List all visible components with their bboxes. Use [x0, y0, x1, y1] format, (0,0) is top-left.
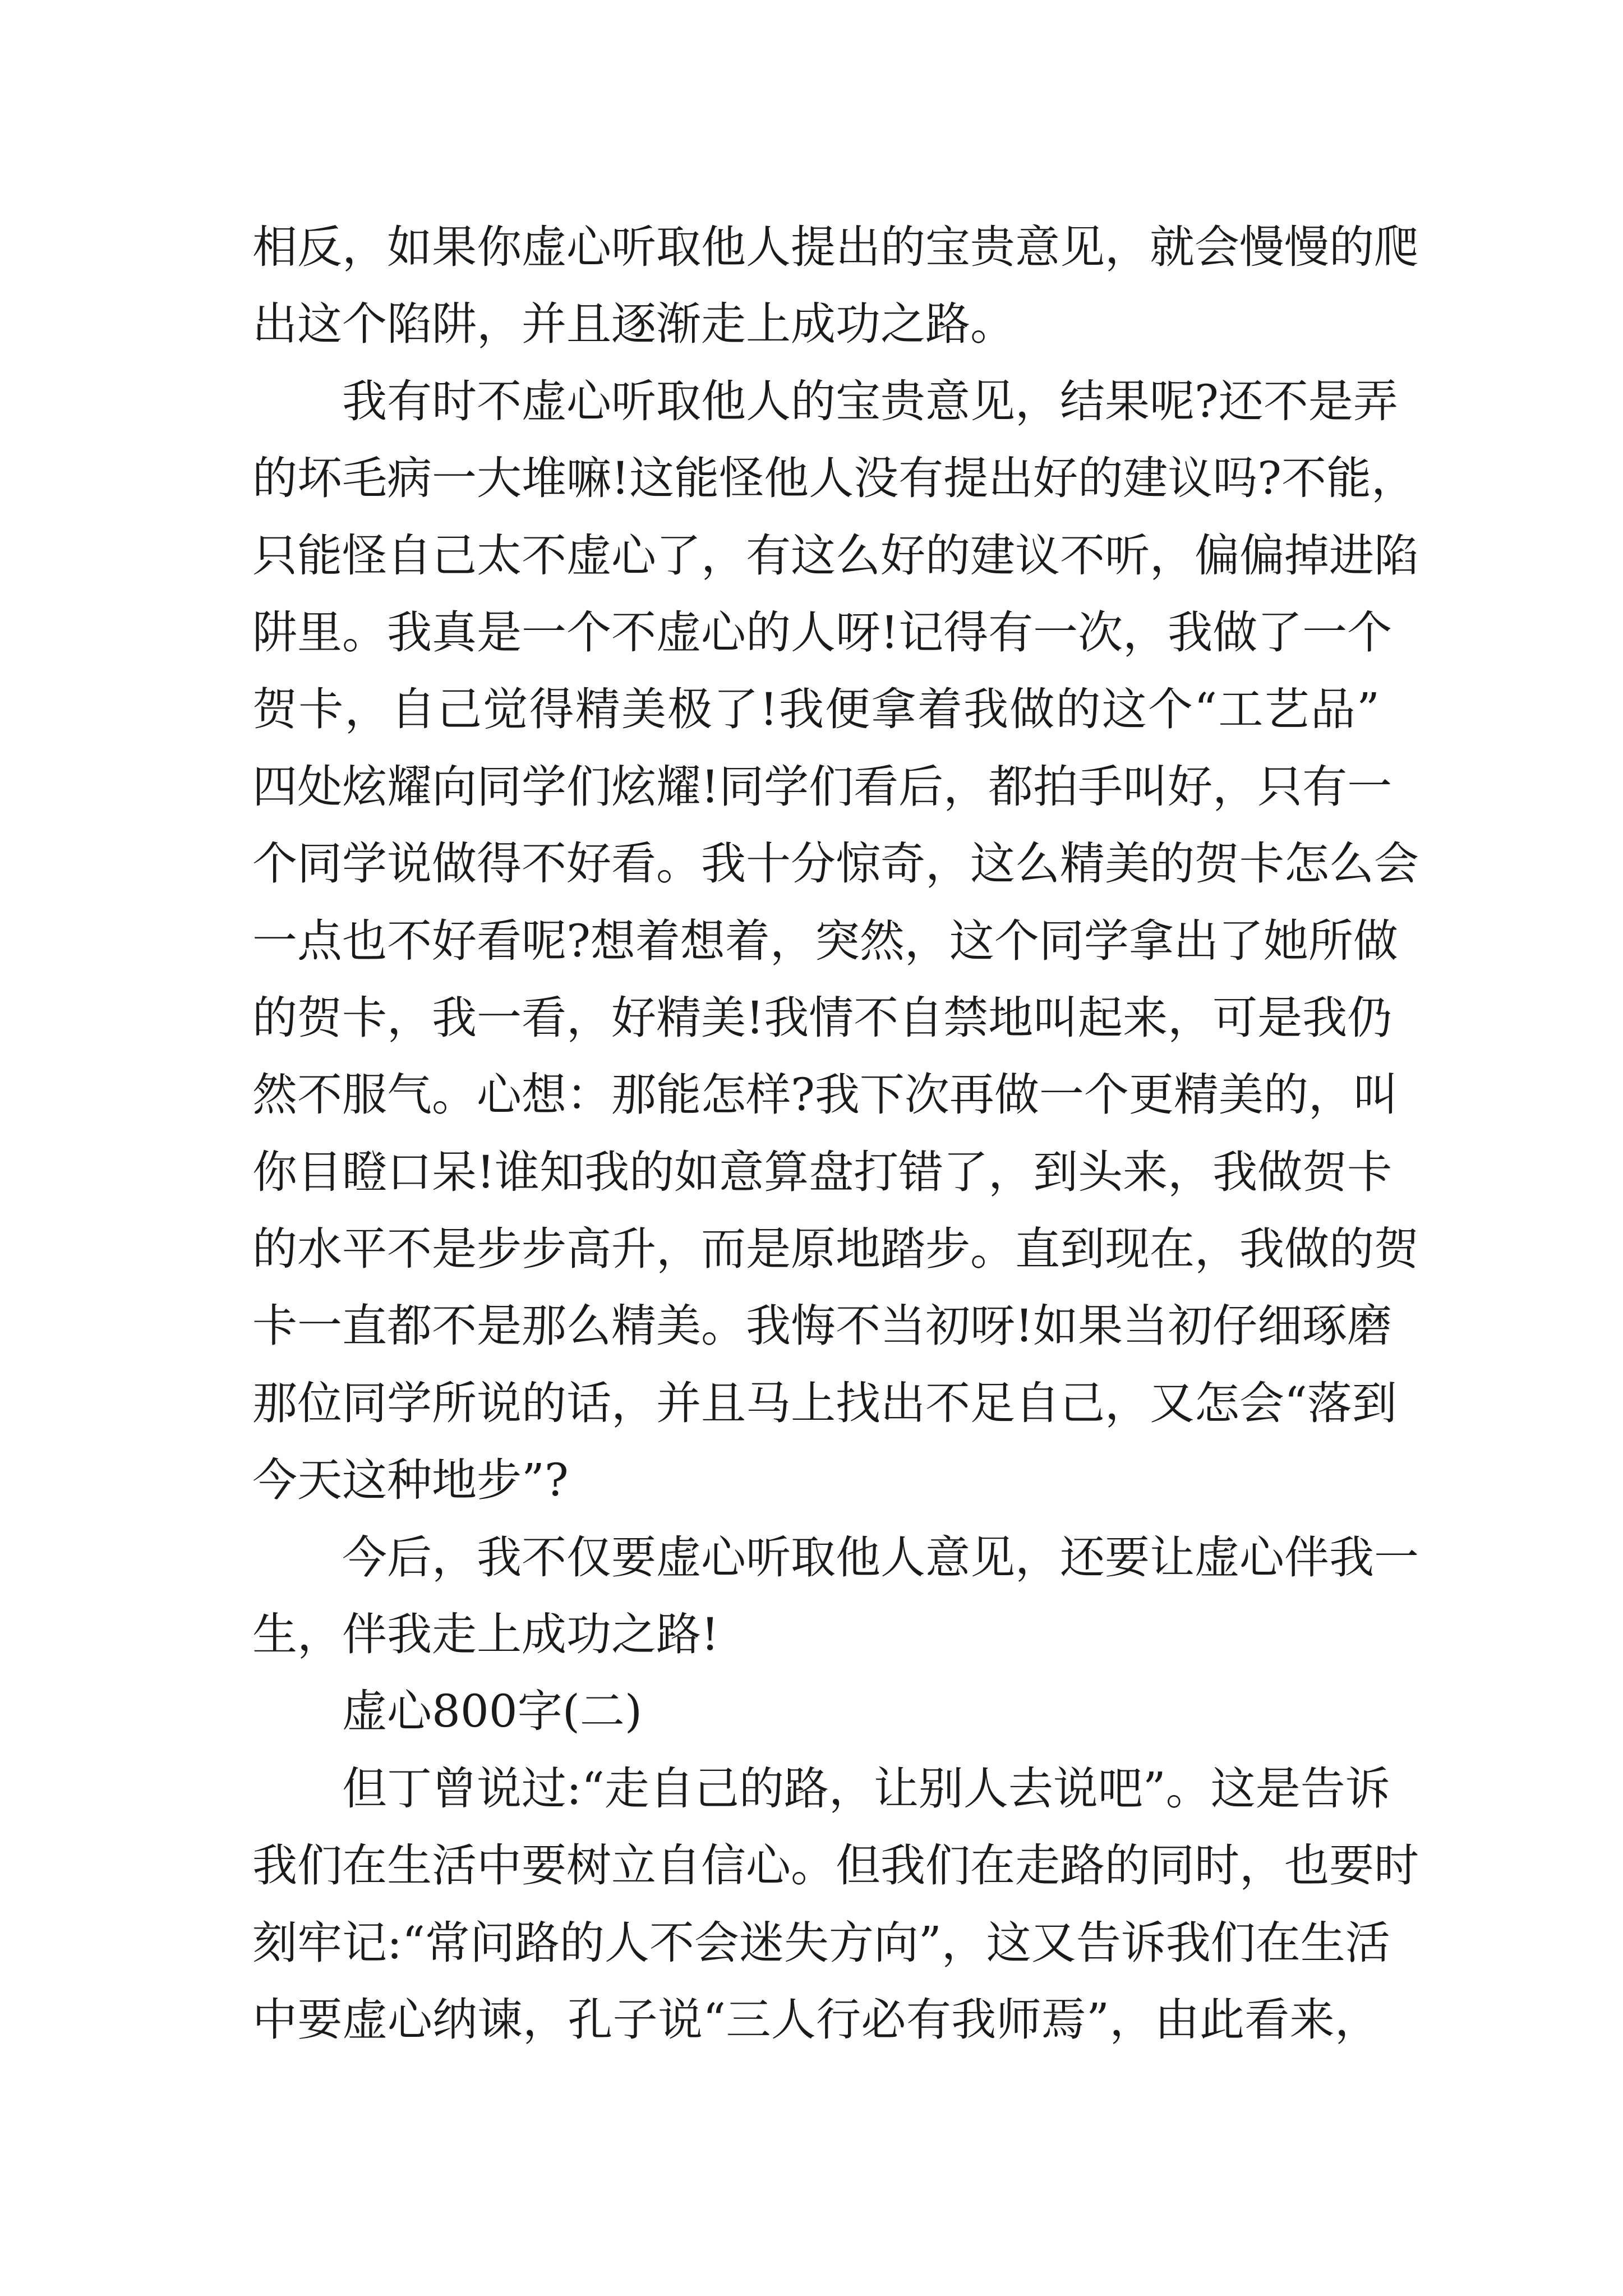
text-line: 然不服气。心想：那能怎样?我下次再做一个更精美的，叫 [252, 1069, 1398, 1121]
section-heading: 虚心800字(二) [342, 1685, 643, 1738]
text-line: 那位同学所说的话，并且马上找出不足自己，又怎会“落到 [252, 1377, 1397, 1429]
text-line: 的贺卡，我一看，好精美!我情不自禁地叫起来，可是我仍 [252, 991, 1393, 1044]
text-line: 的水平不是步步高升，而是原地踏步。直到现在，我做的贺 [252, 1223, 1419, 1276]
text-line: 只能怪自己太不虚心了，有这么好的建议不听，偏偏掉进陷 [252, 529, 1419, 582]
text-line: 你目瞪口呆!谁知我的如意算盘打错了，到头来，我做贺卡 [252, 1145, 1393, 1198]
text-line: 出这个陷阱，并且逐渐走上成功之路。 [252, 298, 1015, 351]
essay-body [252, 209, 1419, 2058]
text-line: 卡一直都不是那么精美。我悔不当初呀!如果当初仔细琢磨 [252, 1300, 1393, 1352]
text-line: 相反，如果你虚心听取他人提出的宝贵意见，就会慢慢的爬 [252, 221, 1419, 273]
paragraph-start-line: 我有时不虚心听取他人的宝贵意见，结果呢?还不是弄 [342, 375, 1398, 427]
paragraph-start-line: 今后，我不仅要虚心听取他人意见，还要让虚心伴我一 [342, 1531, 1419, 1584]
text-line: 我们在生活中要树立自信心。但我们在走路的同时，也要时 [252, 1839, 1419, 1892]
text-line: 个同学说做得不好看。我十分惊奇，这么精美的贺卡怎么会 [252, 838, 1419, 890]
text-line: 今天这种地步”? [252, 1454, 569, 1507]
text-line: 阱里。我真是一个不虚心的人呀!记得有一次，我做了一个 [252, 606, 1393, 659]
text-line: 中要虚心纳谏，孔子说“三人行必有我师焉”，由此看来， [252, 1993, 1380, 2046]
text-line: 四处炫耀向同学们炫耀!同学们看后，都拍手叫好，只有一 [252, 760, 1393, 813]
text-line: 贺卡，自己觉得精美极了!我便拿着我做的这个“工艺品” [252, 683, 1380, 736]
text-line: 刻牢记:“常问路的人不会迷失方向”，这又告诉我们在生活 [252, 1916, 1390, 1969]
text-line: 一点也不好看呢?想着想着，突然，这个同学拿出了她所做 [252, 914, 1398, 967]
text-line: 生，伴我走上成功之路! [252, 1608, 720, 1661]
text-line: 的坏毛病一大堆嘛!这能怪他人没有提出好的建议吗?不能， [252, 452, 1417, 505]
paragraph-start-line: 但丁曾说过:“走自己的路，让别人去说吧”。这是告诉 [342, 1762, 1390, 1815]
